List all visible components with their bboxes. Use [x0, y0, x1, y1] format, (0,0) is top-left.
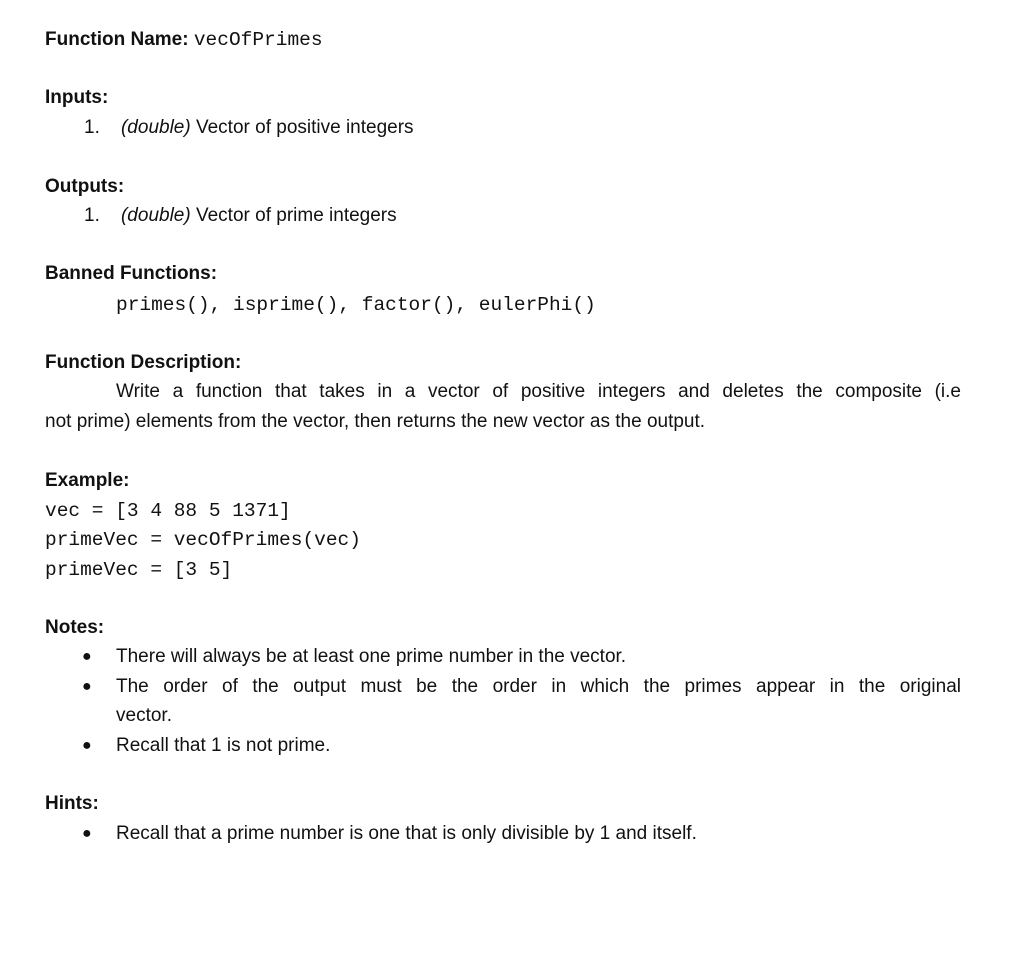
description-line-1: Write a function that takes in a vector of positive integers and deletes the composite (i.e: [116, 381, 961, 402]
example-line: vec = [3 4 88 5 1371]: [45, 500, 291, 522]
outputs-heading: Outputs:: [45, 176, 125, 197]
bullet-icon: ●: [82, 825, 92, 842]
input-item-type: (double): [120, 117, 191, 138]
inputs-heading: Inputs:: [45, 87, 109, 108]
example-line: primeVec = [3 5]: [45, 559, 233, 581]
note-item-continuation: vector.: [116, 705, 172, 726]
output-item-type: (double): [120, 205, 191, 226]
hint-item: Recall that a prime number is one that is only divisible by 1 and itself.: [116, 823, 697, 844]
function-name-label: Function Name:: [45, 29, 189, 50]
note-item: The order of the output must be the order in which the primes appear in the original: [116, 676, 961, 697]
note-item: Recall that 1 is not prime.: [116, 735, 331, 756]
output-item-num: 1.: [84, 205, 100, 226]
input-item-text: Vector of positive integers: [195, 117, 414, 138]
output-item-text: Vector of prime integers: [195, 205, 397, 226]
bullet-icon: ●: [82, 678, 92, 695]
description-heading: Function Description:: [45, 352, 242, 373]
input-item-num: 1.: [84, 117, 100, 138]
description-line-2: not prime) elements from the vector, then returns the new vector as the output.: [45, 411, 706, 432]
banned-heading: Banned Functions:: [45, 263, 218, 284]
banned-list: primes(), isprime(), factor(), eulerPhi(): [116, 294, 596, 316]
notes-heading: Notes:: [45, 617, 105, 638]
function-name-value: vecOfPrimes: [193, 29, 323, 51]
example-heading: Example:: [45, 470, 130, 491]
hints-heading: Hints:: [45, 793, 99, 814]
note-item: There will always be at least one prime number in the vector.: [116, 646, 627, 667]
example-line: primeVec = vecOfPrimes(vec): [45, 529, 361, 551]
bullet-icon: ●: [82, 737, 92, 754]
output-item: [84, 201, 397, 231]
function-name-line: [45, 25, 323, 55]
bullet-icon: ●: [82, 648, 92, 665]
input-item: [84, 113, 414, 143]
